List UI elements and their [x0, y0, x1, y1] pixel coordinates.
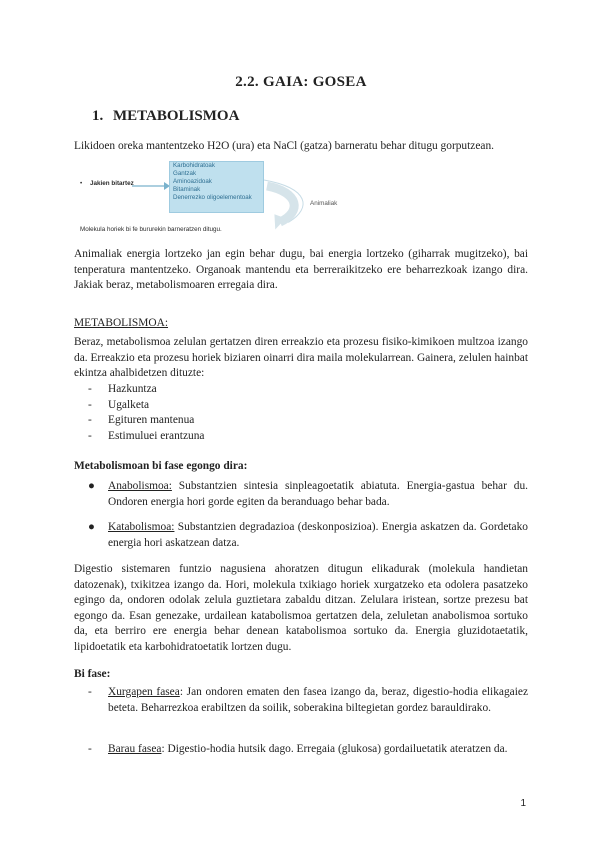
- list-item-text: Egituren mantenua: [108, 414, 195, 427]
- phase-item: [88, 479, 528, 510]
- diagram-bottom-label: Molekula horiek bi fe bururekin barneratzen ditugu.: [80, 226, 222, 233]
- list-item: [88, 382, 204, 398]
- phase-text: Substantzien sintesia sinpleagoetatik abiatuta. Energia-gastua behar du. Ondoren energia hori gorde egiten da beranduago behar bada.: [108, 480, 528, 508]
- section-number: 1.: [92, 108, 104, 124]
- dash-bullet: -: [88, 429, 92, 442]
- nutrient-item: Denerrezko oligoelementoak: [173, 194, 252, 201]
- bifase-text: : Digestio-hodia hutsik dago. Erregaia (glukosa) gordailuetatik ateratzen da.: [161, 743, 508, 755]
- bifase-term: Xurgapen fasea: [108, 686, 180, 698]
- bullet-icon: ●: [88, 480, 95, 492]
- list-item: [88, 413, 204, 429]
- phase-item: [88, 520, 528, 551]
- bifase-text: : Jan ondoren ematen den fasea izango da, beraz, digestio-hodia elikagaiez beteta. Beharrezkoa erabiltzen da soilik, soberakina biltegietan gordez barauldirako.: [108, 686, 528, 714]
- dash-bullet: -: [88, 398, 92, 411]
- page-number: 1: [520, 798, 526, 809]
- diagram-bullet: •: [80, 180, 83, 187]
- intro-paragraph: Likidoen oreka mantentzeko H2O (ura) eta NaCl (gatza) barneratu behar ditugu gorputzean.: [74, 140, 495, 152]
- dash-bullet: -: [88, 383, 92, 395]
- list-item-text: Estimuluei erantzuna: [108, 429, 205, 442]
- metabolism-diagram: [74, 158, 528, 236]
- diagram-arrows: [74, 158, 528, 236]
- page-title: 2.2. GAIA: GOSEA: [235, 74, 367, 90]
- phase-term: Katabolismoa:: [108, 521, 175, 533]
- dash-bullet: -: [88, 414, 92, 427]
- digestion-paragraph: Digestio sistemaren funtzio nagusiena ahoratzen ditugun elikadurak (molekula handietan datozenak), txikitzea izango da. Hori, molekula txikiago horiek xurgatzeko eta odolera pasatzeko egingo da, ondoren odolak zelula guztietara zabaldu ditzan. Zelulara iristean, sortze prezesu bat egongo da. Esan genezake, urdailean katabolismoa gertatzen dela, zeluletan anabolismoa sortuko da, eta berriro ere energia behar denean katabolismoa sortuko da. Energia gluzidotaetatik, lipidoetatik eta karbohidratoetatik lortzen dugu.: [74, 563, 528, 653]
- section-heading: [92, 108, 239, 125]
- phase-text: Substantzien degradazioa (deskonposizioa). Energia askatzen da. Gordetako energia hori askatzean datza.: [108, 521, 528, 549]
- phase-term: Anabolismoa:: [108, 480, 172, 492]
- dash-bullet: -: [88, 743, 92, 755]
- bifase-term: Barau fasea: [108, 743, 162, 755]
- nutrient-item: Gantzak: [173, 170, 197, 177]
- nutrient-item: Aminoazidoak: [173, 178, 212, 185]
- nutrient-item: Karbohidratoak: [173, 162, 215, 169]
- energy-paragraph: Animaliak energia lortzeko jan egin behar dugu, bai energia lortzeko (giharrak mugitzeko), bai tenperatura mantentzeko. Organoak mantendu eta berreraikitzeko ere beharrezkoak izango dira. Jakiak beraz, metabolismoaren erregaia dira.: [74, 248, 528, 291]
- list-item-text: Hazkuntza: [108, 383, 157, 395]
- abilities-list: [88, 382, 204, 444]
- diagram-left-label: Jakien bitartez: [90, 180, 134, 187]
- metabolism-heading: METABOLISMOA:: [74, 317, 169, 329]
- dash-bullet: -: [88, 686, 92, 698]
- phases-heading: Metabolismoan bi fase egongo dira:: [74, 460, 248, 472]
- bifase-item: [88, 685, 528, 716]
- nutrient-box: [169, 161, 264, 213]
- list-item: [88, 398, 204, 414]
- bullet-icon: ●: [88, 521, 95, 533]
- section-title: METABOLISMOA: [113, 108, 240, 124]
- metabolism-paragraph: Beraz, metabolismoa zelulan gertatzen diren erreakzio eta prozesu fisiko-kimikoen multzoa izango da. Erreakzio eta prozesu horiek biziaren oinarri dira maila molekularrean. Gainera, zelulen hainbat ekintza ahalbidetzen dituzte:: [74, 336, 528, 379]
- nutrient-item: Bitaminak: [173, 186, 201, 193]
- two-phases-heading: Bi fase:: [74, 668, 111, 680]
- list-item: [88, 429, 204, 445]
- list-item-text: Ugalketa: [108, 398, 150, 411]
- bifase-item: [88, 742, 528, 758]
- diagram-right-label: Animaliak: [310, 200, 338, 207]
